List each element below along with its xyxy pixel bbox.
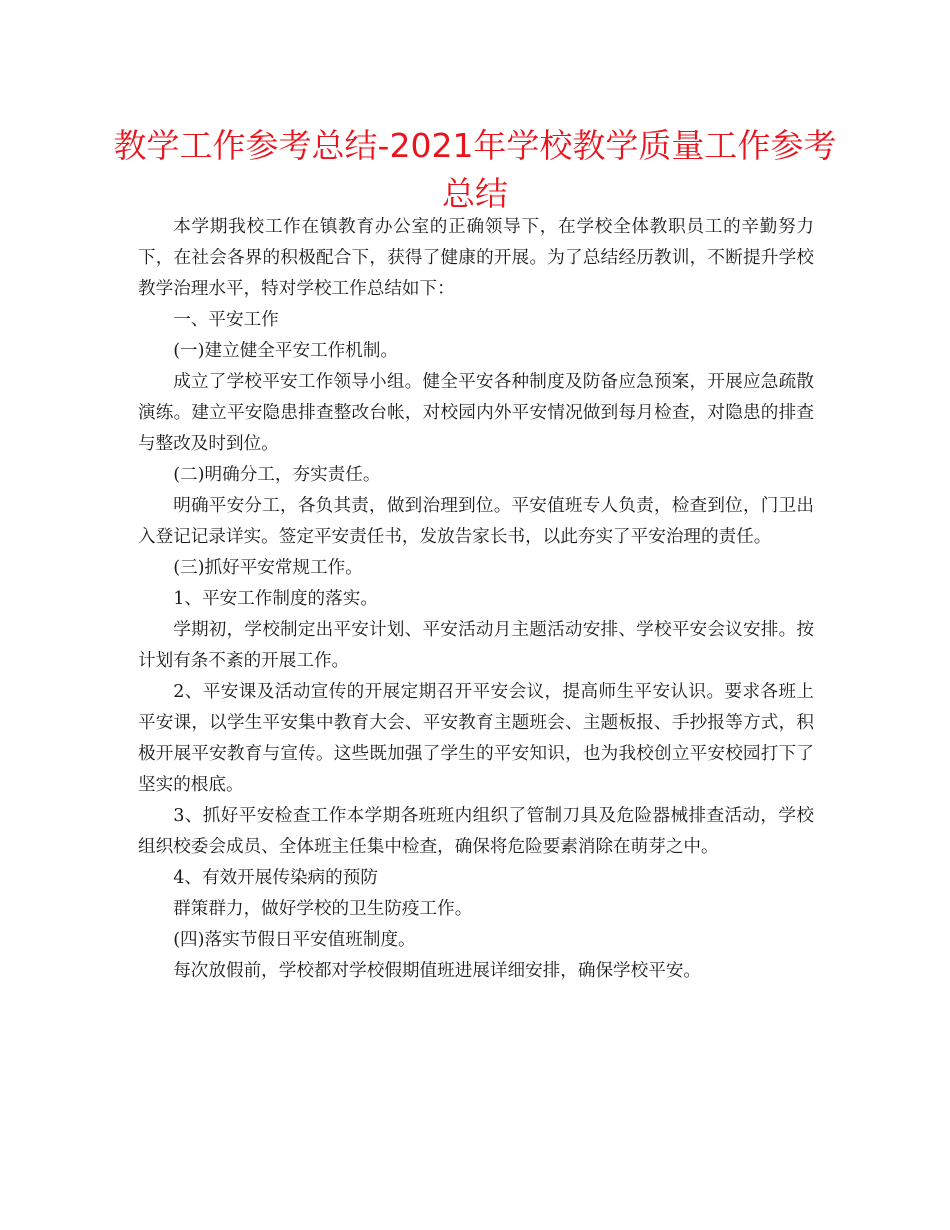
subsection-heading-4: (四)落实节假日平安值班制度。 [173,930,416,950]
section-heading-safety: 一、平安工作 [173,310,279,330]
document-title: 教学工作参考总结-2021年学校教学质量工作参考总结 [113,126,837,213]
paragraph: 2、平安课及活动宣传的开展定期召开平安会议，提高师生平安认识。要求各班上平安课，以学生平安集中教育大会、平安教育主题班会、主题板报、手抄报等方式，积极开展平安教育与宣传。这些既加强了学生的平安知识，也为我校创立平安校园打下了坚实的根底。 [138,682,814,795]
paragraph: 每次放假前，学校都对学校假期值班进展详细安排，确保学校平安。 [173,961,702,981]
paragraph: 学期初，学校制定出平安计划、平安活动月主题活动安排、学校平安会议安排。按计划有条不紊的开展工作。 [138,620,814,671]
paragraph: 明确平安分工，各负其责，做到治理到位。平安值班专人负责，检查到位，门卫出入登记记录详实。签定平安责任书，发放告家长书，以此夯实了平安治理的责任。 [138,496,814,547]
list-item-heading: 1、平安工作制度的落实。 [173,589,378,609]
paragraph: 群策群力，做好学校的卫生防疫工作。 [173,899,473,919]
paragraph: 3、抓好平安检查工作本学期各班班内组织了管制刀具及危险器械排查活动，学校组织校委会成员、全体班主任集中检查，确保将危险要素消除在萌芽之中。 [138,806,814,857]
document-body [138,212,814,987]
paragraph: 成立了学校平安工作领导小组。健全平安各种制度及防备应急预案，开展应急疏散演练。建立平安隐患排查整改台帐，对校园内外平安情况做到每月检查，对隐患的排查与整改及时到位。 [138,372,814,454]
subsection-heading-1: (一)建立健全平安工作机制。 [173,341,399,361]
subsection-heading-2: (二)明确分工，夯实责任。 [173,465,381,485]
paragraph-intro: 本学期我校工作在镇教育办公室的正确领导下，在学校全体教职员工的辛勤努力下，在社会各界的积极配合下，获得了健康的开展。为了总结经历教训，不断提升学校教学治理水平，特对学校工作总结如下： [138,217,814,299]
list-item-heading: 4、有效开展传染病的预防 [173,868,378,888]
subsection-heading-3: (三)抓好平安常规工作。 [173,558,363,578]
